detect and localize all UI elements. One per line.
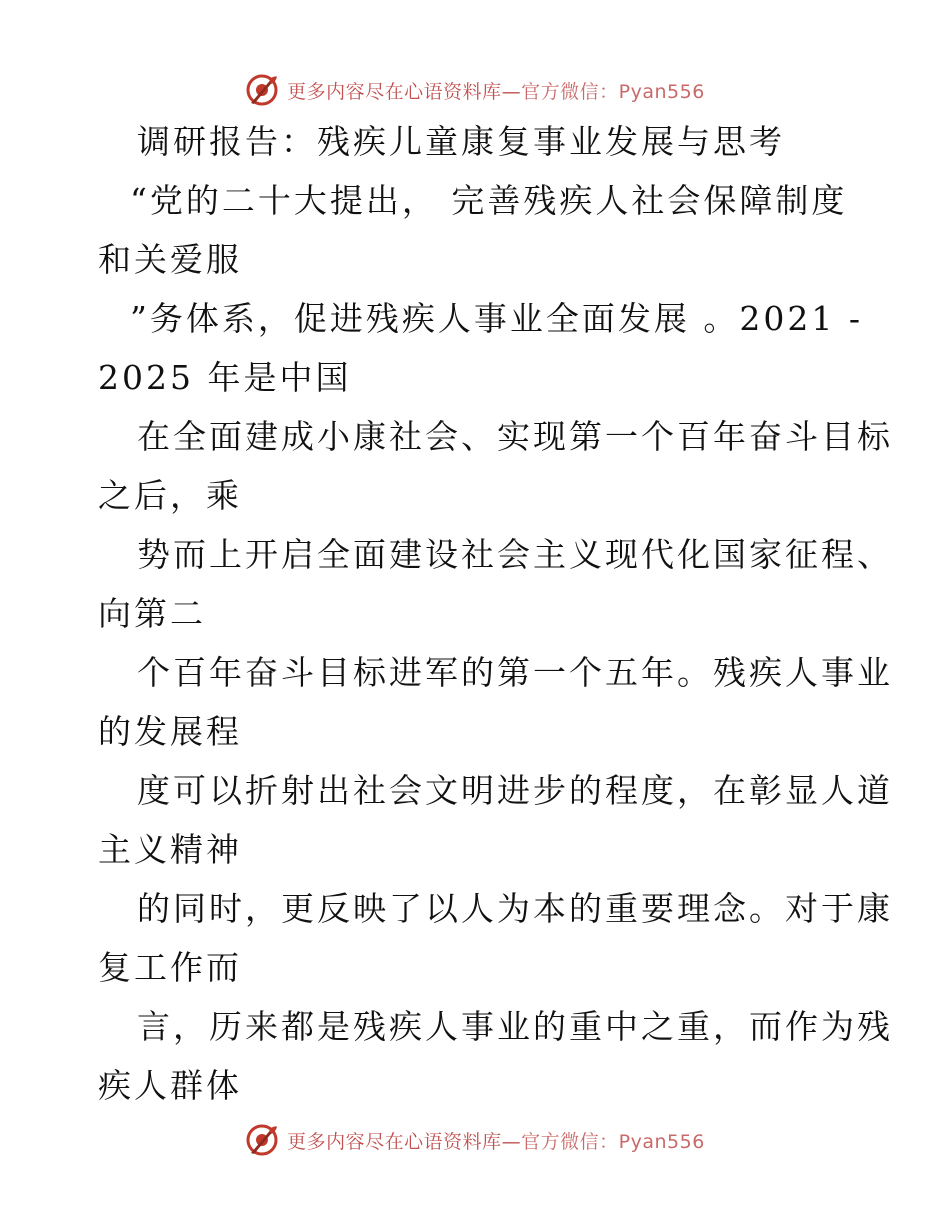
footer-banner-wechat: 官方微信：Pyan556 [521, 1130, 705, 1153]
paragraph-line: 言，历来都是残疾人事业的重中之重，而作为残 [137, 1007, 893, 1046]
paragraph-line: “党的二十大提出， 完善残疾人社会保障制度 [130, 181, 848, 220]
paragraph-line: 向第二 [98, 594, 206, 633]
paragraph-line: 度可以折射出社会文明进步的程度，在彰显人道 [137, 771, 893, 810]
paragraph-line: 和关爱服 [98, 240, 242, 279]
paragraph-line: 个百年奋斗目标进军的第一个五年。残疾人事业 [137, 653, 893, 692]
paragraph-line: 2025 年是中国 [98, 358, 352, 397]
quill-logo-icon [245, 73, 279, 107]
header-banner-wechat: 官方微信：Pyan556 [521, 80, 705, 103]
paragraph-line: 复工作而 [98, 948, 242, 987]
paragraph-line: 的发展程 [98, 712, 242, 751]
quill-logo-icon [245, 1123, 279, 1157]
paragraph-line: 的同时，更反映了以人为本的重要理念。对于康 [137, 889, 893, 928]
paragraph-line: 势而上开启全面建设社会主义现代化国家征程、 [137, 535, 893, 574]
footer-banner [0, 1120, 950, 1160]
paragraph-line: ”务体系，促进残疾人事业全面发展 。2021 - [130, 299, 863, 338]
paragraph-line: 疾人群体 [98, 1066, 242, 1105]
paragraph-line: 主义精神 [98, 830, 242, 869]
footer-banner-text: 更多内容尽在心语资料库— [287, 1130, 522, 1153]
paragraph-line: 之后，乘 [98, 476, 242, 515]
header-banner [0, 70, 950, 110]
header-banner-text: 更多内容尽在心语资料库— [287, 80, 522, 103]
document-body [0, 112, 950, 1115]
paragraph-line: 在全面建成小康社会、实现第一个百年奋斗目标 [137, 417, 893, 456]
document-title: 调研报告：残疾儿童康复事业发展与思考 [137, 122, 785, 161]
